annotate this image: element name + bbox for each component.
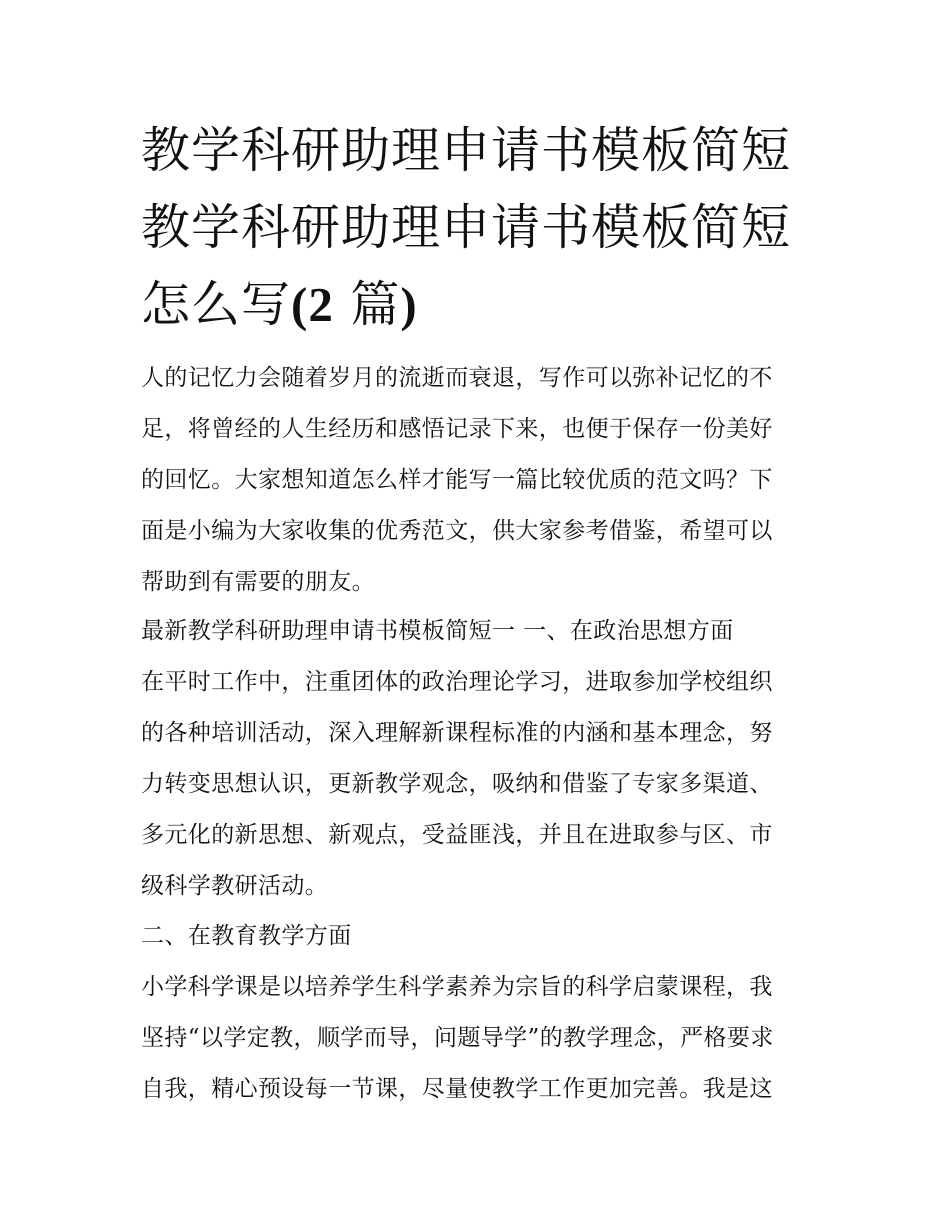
document-title [141,112,821,343]
intro-line: 足，将曾经的人生经历和感悟记录下来，也便于保存一份美好 [141,416,773,442]
section2-heading [141,911,821,962]
title-paren-close: ) [400,277,418,332]
intro-paragraph [141,353,821,608]
intro-line: 人的记忆力会随着岁月的流逝而衰退，写作可以弥补记忆的不 [141,365,773,391]
section1-line: 的各种培训活动，深入理解新课程标准的内涵和基本理念，努 [141,720,773,746]
title-count-word: 篇 [333,276,401,333]
section2-line: 坚持“以学定教，顺学而导，问题导学”的教学理念，严格要求 [141,1025,774,1051]
section1-line: 级科学教研活动。 [141,873,329,899]
section1-line: 在平时工作中，注重团体的政治理论学习，进取参加学校组织 [141,669,773,695]
intro-line: 面是小编为大家收集的优秀范文，供大家参考借鉴，希望可以 [141,518,773,544]
section1-line: 多元化的新思想、新观点，受益匪浅，并且在进取参与区、市 [141,822,773,848]
section2-line: 自我，精心预设每一节课，尽量使教学工作更加完善。我是这 [141,1076,773,1102]
section2-line: 小学科学课是以培养学生科学素养为宗旨的科学启蒙课程，我 [141,974,773,1000]
section1-heading [141,606,821,657]
section2-paragraph [141,962,821,1115]
title-line-1: 教学科研助理申请书模板简短 [141,122,792,179]
section2-heading-text: 二、在教育教学方面 [141,923,352,949]
intro-line: 的回忆。大家想知道怎么样才能写一篇比较优质的范文吗？下 [141,467,773,493]
title-count: 2 [308,277,334,332]
section1-paragraph [141,657,821,912]
title-line-2: 教学科研助理申请书模板简短 [141,199,792,256]
title-line-3: 怎么写 [141,276,292,333]
section1-heading-text: 最新教学科研助理申请书模板简短一 一、在政治思想方面 [141,618,734,644]
section1-line: 力转变思想认识，更新教学观念，吸纳和借鉴了专家多渠道、 [141,771,773,797]
intro-line: 帮助到有需要的朋友。 [141,569,375,595]
title-paren-open: ( [291,277,309,332]
